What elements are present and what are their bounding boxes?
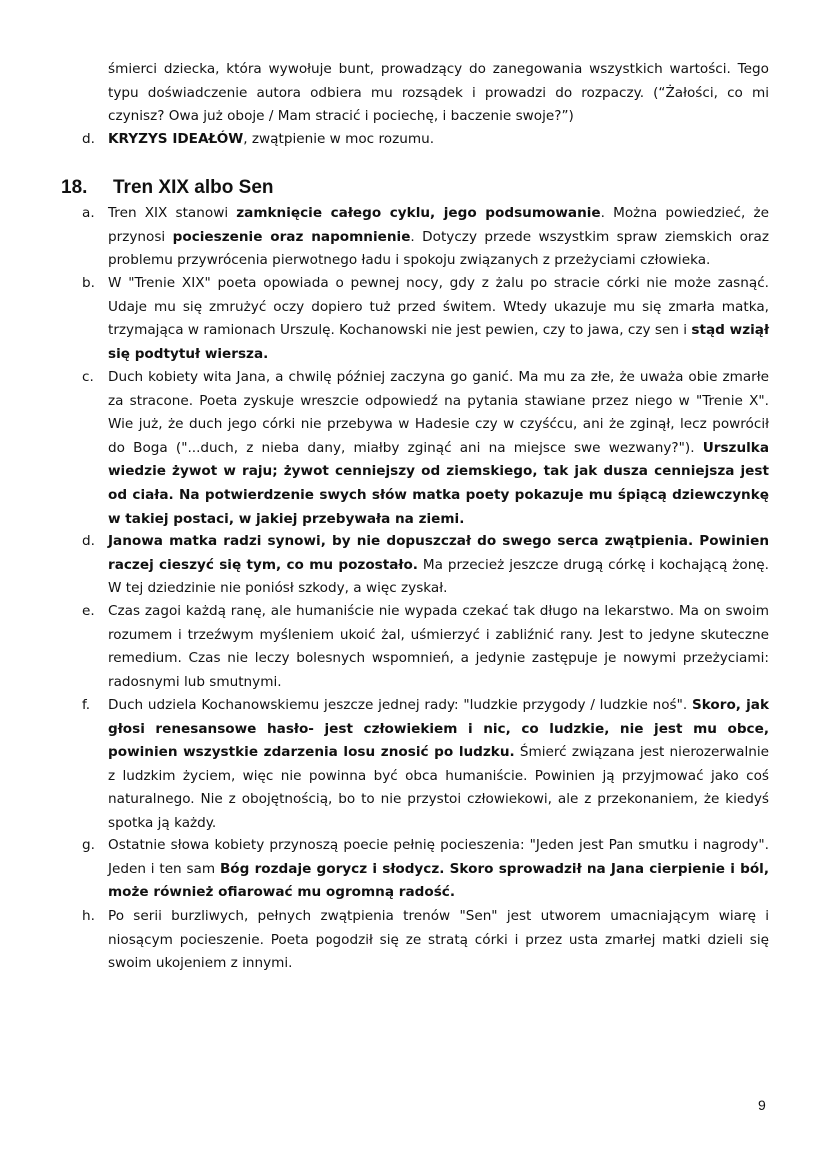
- section-heading: [61, 176, 274, 200]
- item-text: Po serii burzliwych, pełnych zwątpienia trenów "Sen" jest utworem umacniającym wiarę i niosącym pocieszenie. Poeta pogodził się ze stratą córki i przez usta zmarłej matki dzieli się swoim ukojeniem z innymi.: [108, 908, 769, 972]
- item-text: Czas zagoi każdą ranę, ale humaniście nie wypada czekać tak długo na lekarstwo. Ma on swoim rozumem i trzeźwym myśleniem ukoić żal, uśmierzyć i zabliźnić rany. Jest to jedyne skuteczne remedium. Czas nie leczy bolesnych wspomnień, a jedynie zastępuje je nowymi przeżyciami: radosnymi lub smutnymi.: [108, 603, 769, 690]
- item-text: Duch kobiety wita Jana, a chwilę później zaczyna go ganić. Ma mu za złe, że uważa obie zmarłe za stracone. Poeta zyskuje wreszcie odpowiedź na pytania stawiane przez niego w "Trenie X". Wie już, że duch jego córki nie przebywa w Hadesie czy w czyśćcu, ani że zginął, lecz powrócił do Boga ("...duch, z nieba dany, miałby zginąć ani na miejsce swe wezwany?").: [108, 369, 769, 456]
- bold-text: Urszulka wiedzie żywot w raju; żywot cenniejszy od ziemskiego, tak jak dusza cenniejsza jest od ciała. Na potwierdzenie swych słów matka poety pokazuje mu śpiącą dziewczynkę w takiej postaci, w jakiej przebywała na ziemi.: [108, 439, 769, 527]
- item-text: Ma przecież jeszcze drugą córkę i kochającą żonę. W tej dziedzinie nie poniósł szkody, a więc zyskał.: [108, 556, 769, 597]
- item-text: . Dotyczy przede wszystkim spraw ziemskich oraz problemu przywrócenia pierwotnego ładu i spokoju związanych z przeżyciami człowieka.: [108, 228, 769, 269]
- list-item-b: [82, 272, 769, 366]
- list-marker: f.: [82, 697, 91, 713]
- list-item-d-previous: [82, 128, 769, 152]
- list-marker: g.: [82, 837, 95, 853]
- list-item-h: [82, 905, 769, 976]
- list-marker: c.: [82, 369, 94, 385]
- list-item-c: [82, 366, 769, 531]
- bold-text: Skoro, jak głosi renesansowe hasło- jest człowiekiem i nic, co ludzkie, nie jest mu obce, powinien wszystkie zdarzenia losu znosić po ludzku.: [108, 697, 769, 761]
- page-number: 9: [758, 1097, 766, 1113]
- list-marker: d.: [82, 131, 95, 147]
- item-text: Duch udziela Kochanowskiemu jeszcze jednej rady: "ludzkie przygody / ludzkie noś".: [108, 697, 692, 713]
- section-title: Tren XIX albo Sen: [113, 177, 274, 198]
- list-item-d: [82, 530, 769, 601]
- bold-text: Janowa matka radzi synowi, by nie dopuszczał do swego serca zwątpienia. Powinien raczej cieszyć się tym, co mu pozostało.: [108, 533, 769, 573]
- list-item-e: [82, 600, 769, 694]
- item-text: , zwątpienie w moc rozumu.: [243, 131, 435, 147]
- item-text: . Można powiedzieć, że przynosi: [108, 205, 769, 245]
- list-marker: b.: [82, 275, 95, 291]
- item-text: Śmierć związana jest nierozerwalnie z ludzkim życiem, więc nie powinna być obca humaniście. Powinien ją przyjmować jako coś naturalnego. Nie z obojętnością, bo to nie przystoi człowiekowi, ale z przekonaniem, że kiedyś spotka ją każdy.: [108, 744, 769, 831]
- section-number: 18.: [61, 177, 88, 198]
- list-marker: a.: [82, 205, 95, 221]
- intro-paragraph: [108, 58, 769, 129]
- item-text: W "Trenie XIX" poeta opowiada o pewnej nocy, gdy z żalu po stracie córki nie może zasnąć. Udaje mu się zmrużyć oczy dopiero tuż przed świtem. Wtedy ukazuje mu się zmarła matka, trzymająca w ramionach Urszulę. Kochanowski nie jest pewien, czy to jawa, czy sen i: [108, 275, 769, 339]
- list-marker: h.: [82, 908, 95, 924]
- list-item-g: [82, 834, 769, 905]
- list-marker: d.: [82, 533, 95, 549]
- list-marker: e.: [82, 603, 95, 619]
- bold-text: zamknięcie całego cyklu, jego podsumowanie: [236, 205, 601, 221]
- item-text: Ostatnie słowa kobiety przynoszą poecie pełnię pocieszenia: "Jeden jest Pan smutku i nagrody". Jeden i ten sam: [108, 837, 769, 877]
- item-text: Tren XIX stanowi: [108, 205, 237, 221]
- list-item-f: [82, 694, 769, 836]
- bold-text: Bóg rozdaje gorycz i słodycz. Skoro sprowadził na Jana cierpienie i ból, może również ofiarować mu ogromną radość.: [108, 860, 769, 901]
- list-item-a: [82, 202, 769, 273]
- bold-text: stąd wziął się podtytuł wiersza.: [108, 322, 769, 362]
- bold-text: KRYZYS IDEAŁÓW: [108, 131, 244, 147]
- bold-text: pocieszenie oraz napomnienie: [172, 228, 411, 245]
- intro-text: śmierci dziecka, która wywołuje bunt, prowadzący do zanegowania wszystkich wartości. Tego typu doświadczenie autora odbiera mu rozsądek i prowadzi do rozpaczy. (“Żałości, co mi czynisz? Owa już oboje / Mam stracić i pociechę, i baczenie swoje?”): [108, 61, 769, 125]
